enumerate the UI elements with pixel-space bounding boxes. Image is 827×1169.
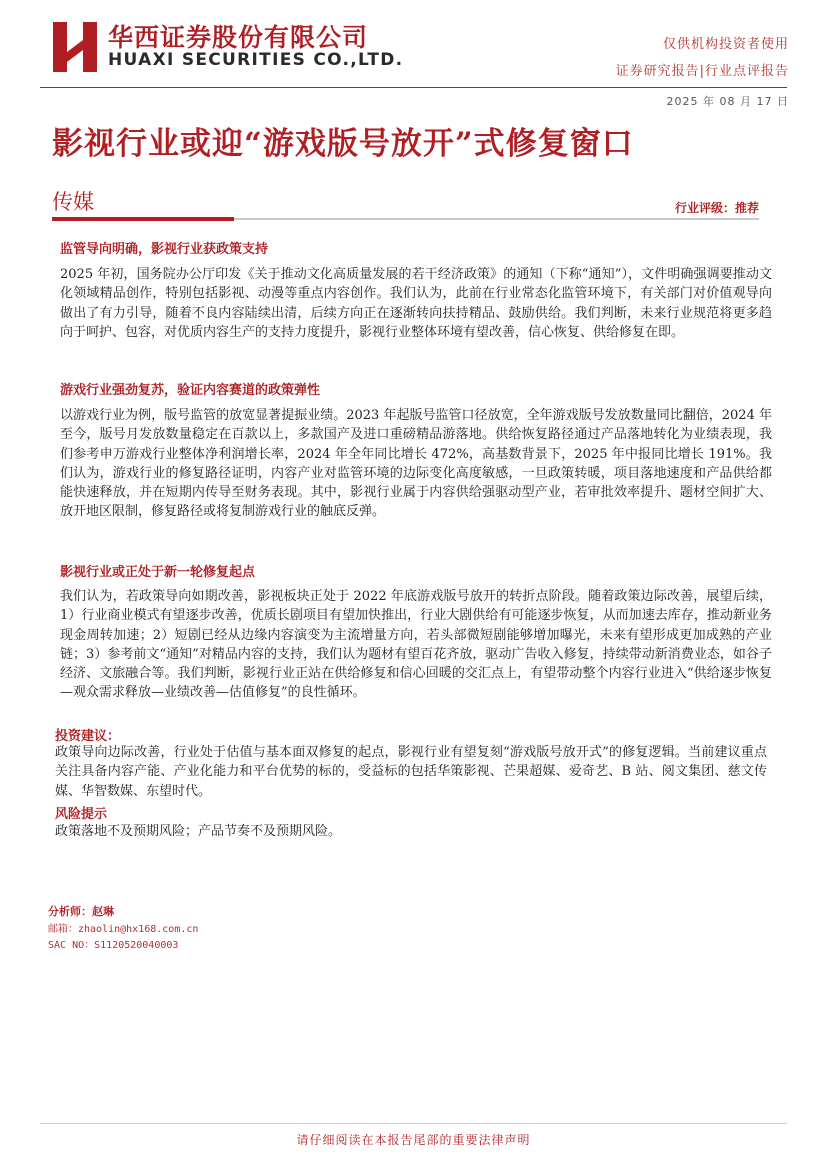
brand-name-cn: 华西证券股份有限公司 bbox=[108, 23, 369, 52]
audience-note: 仅供机构投资者使用 bbox=[662, 37, 789, 52]
title-divider bbox=[234, 218, 759, 220]
section-heading-film: 影视行业或正处于新一轮修复起点 bbox=[60, 565, 256, 580]
section-body-film: 我们认为，若政策导向如期改善，影视板块正处于 2022 年底游戏版号放开的转折点阶段。随着政策边际改善，展望后续，1）行业商业模式有望逐步改善，优质长剧项目有望加快推出，行业大剧供给有可能逐步恢复，从而加速去库存，推动新业务现金周转加速；2）短剧已经从边缘内容演变为主流增量方向，若头部微短剧能够增加曝光，未来有望形成更加成熟的产业链；3）参考前文“通知”对精品内容的支持，我们认为题材有望百花齐放，驱动广告收入修复，持续带动新消费业态，如谷子经济、文旅融合等。我们判断，影视行业正站在供给修复和信心回暖的交汇点上，有望带动整个内容行业进入“供给逐步恢复—观众需求释放—业绩改善—估值修复”的良性循环。 bbox=[60, 589, 772, 701]
report-type: 证券研究报告|行业点评报告 bbox=[615, 64, 789, 79]
analyst-email[interactable]: 邮箱：zhaolin@hx168.com.cn bbox=[48, 924, 199, 935]
risk-body: 政策落地不及预期风险；产品节奏不及预期风险。 bbox=[55, 824, 342, 839]
huaxi-logo-icon bbox=[53, 22, 97, 72]
investment-body: 政策导向边际改善，行业处于估值与基本面双修复的起点，影视行业有望复刻“游戏版号放开式”的修复逻辑。当前建议重点关注具备内容产能、产业化能力和平台优势的标的，受益标的包括华策影视、芒果超媒、爱奇艺、B 站、阅文集团、慈文传媒、华智数媒、东望时代。 bbox=[55, 745, 767, 799]
section-body-gaming: 以游戏行业为例，版号监管的放宽显著提振业绩。2023 年起版号监管口径放宽，全年游戏版号发放数量同比翻倍，2024 年至今，版号月发放数量稳定在百款以上，多款国产及进口重磅精品游落地。供给恢复路径通过产品落地转化为业绩表现，我们参考申万游戏行业整体净利润增长率，2024 年全年同比增长 472%，高基数背景下，2025 年中报同比增长 191%。我们认为，游戏行业的修复路径证明，内容产业对监管环境的边际变化高度敏感，一旦政策转暖，项目落地速度和产品供给都能快速释放，并在短期内传导至财务表现。其中，影视行业属于内容供给强驱动型产业，若审批效率提升、题材空间扩大、放开地区限制，修复路径或将复制游戏行业的触底反弹。 bbox=[60, 408, 772, 520]
risk-heading: 风险提示 bbox=[55, 807, 108, 822]
brand-name-en: HUAXI SECURITIES CO.,LTD. bbox=[108, 50, 404, 70]
section-body-policy: 2025 年初，国务院办公厅印发《关于推动文化高质量发展的若干经济政策》的通知（下称“通知”），文件明确强调要推动文化领域精品创作，特别包括影视、动漫等重点内容创作。我们认为，此前在行业常态化监管环境下，有关部门对价值观导向做出了有力引导，随着不良内容陆续出清，后续方向正在逐渐转向扶持精品、鼓励供给。我们判断，未来行业规范将更多趋向于呵护、包容，对优质内容生产的支持力度提升，影视行业整体环境有望改善，信心恢复、供给修复在即。 bbox=[60, 267, 772, 340]
section-heading-policy: 监管导向明确，影视行业获政策支持 bbox=[60, 242, 269, 257]
investment-heading: 投资建议： bbox=[55, 729, 121, 744]
industry-rating: 行业评级：推荐 bbox=[674, 201, 759, 215]
industry-label: 传媒 bbox=[52, 190, 94, 214]
legal-notice: 请仔细阅读在本报告尾部的重要法律声明 bbox=[296, 1133, 531, 1147]
header-divider bbox=[40, 87, 787, 88]
title-accent-bar bbox=[52, 217, 234, 221]
report-date: 2025 年 08 月 17 日 bbox=[666, 95, 789, 108]
report-title: 影视行业或迎“游戏版号放开”式修复窗口 bbox=[52, 126, 634, 162]
analyst-sac-number: SAC NO：S1120520040003 bbox=[48, 940, 179, 951]
section-heading-gaming: 游戏行业强劲复苏，验证内容赛道的政策弹性 bbox=[60, 383, 321, 398]
analyst-name: 分析师：赵琳 bbox=[48, 905, 114, 918]
footer-divider bbox=[40, 1123, 787, 1124]
